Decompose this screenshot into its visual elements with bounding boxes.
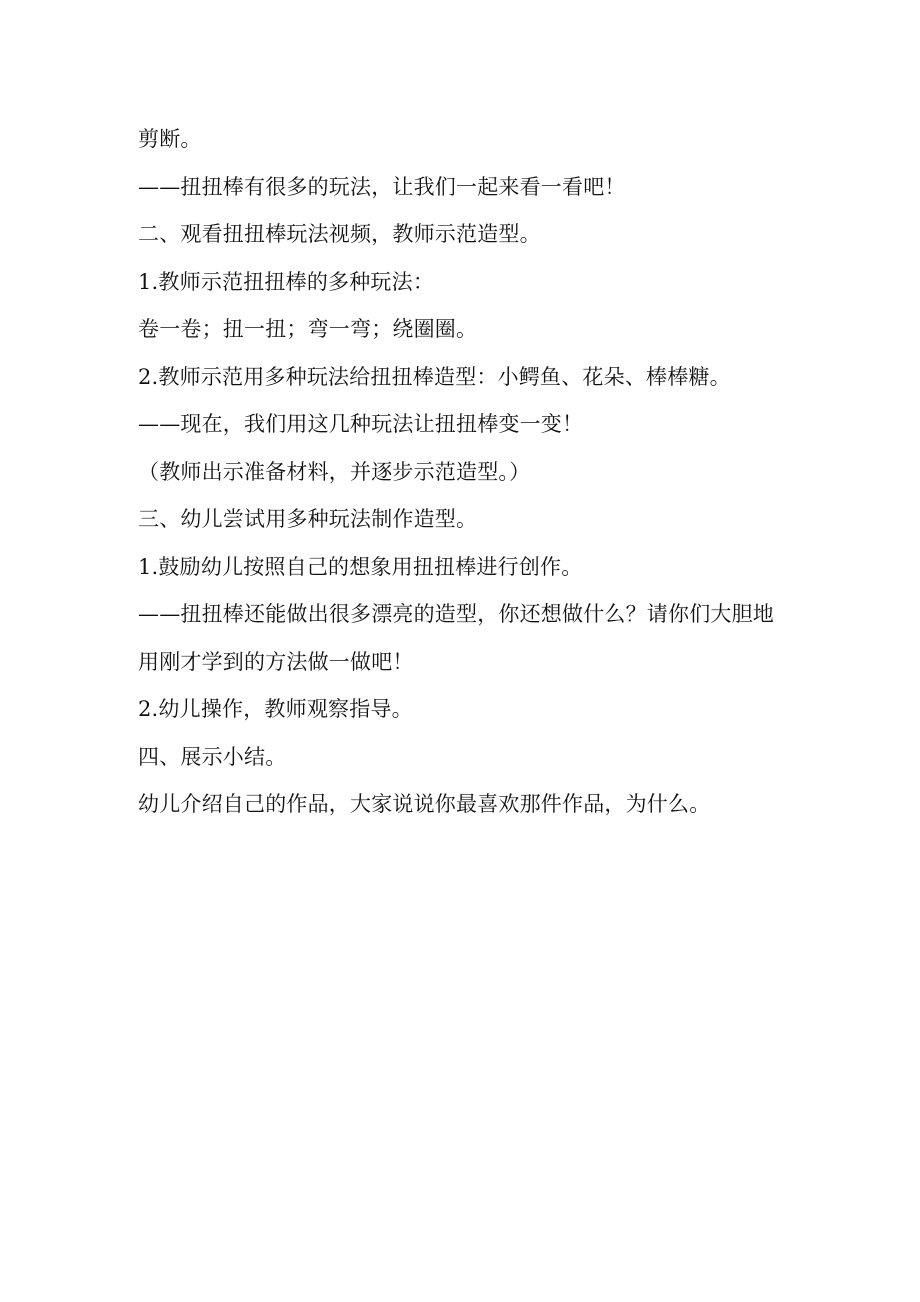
text-line: 卷一卷；扭一扭；弯一弯；绕圈圈。 bbox=[138, 317, 478, 341]
text-line: 幼儿介绍自己的作品，大家说说你最喜欢那件作品，为什么。 bbox=[138, 792, 711, 816]
text-line: ——现在，我们用这几种玩法让扭扭棒变一变！ bbox=[138, 412, 584, 436]
text-line: ——扭扭棒还能做出很多漂亮的造型，你还想做什么？请你们大胆地 bbox=[138, 602, 774, 626]
section-heading: 三、幼儿尝试用多种玩法制作造型。 bbox=[138, 507, 478, 531]
document-body bbox=[138, 116, 798, 829]
text-line: 2.幼儿操作，教师观察指导。 bbox=[138, 697, 413, 721]
section-heading: 四、展示小结。 bbox=[138, 744, 287, 769]
text-line: （教师出示准备材料，并逐步示范造型。） bbox=[138, 459, 531, 484]
text-line: ——扭扭棒有很多的玩法，让我们一起来看一看吧！ bbox=[138, 174, 626, 199]
text-line: 剪断。 bbox=[138, 127, 202, 151]
text-line: 1.教师示范扭扭棒的多种玩法： bbox=[138, 269, 435, 294]
section-heading: 二、观看扭扭棒玩法视频，教师示范造型。 bbox=[138, 222, 541, 246]
text-line: 用刚才学到的方法做一做吧！ bbox=[138, 649, 414, 674]
text-line: 1.鼓励幼儿按照自己的想象用扭扭棒进行创作。 bbox=[138, 554, 583, 579]
text-line: 2.教师示范用多种玩法给扭扭棒造型：小鳄鱼、花朵、棒棒糖。 bbox=[138, 364, 731, 389]
